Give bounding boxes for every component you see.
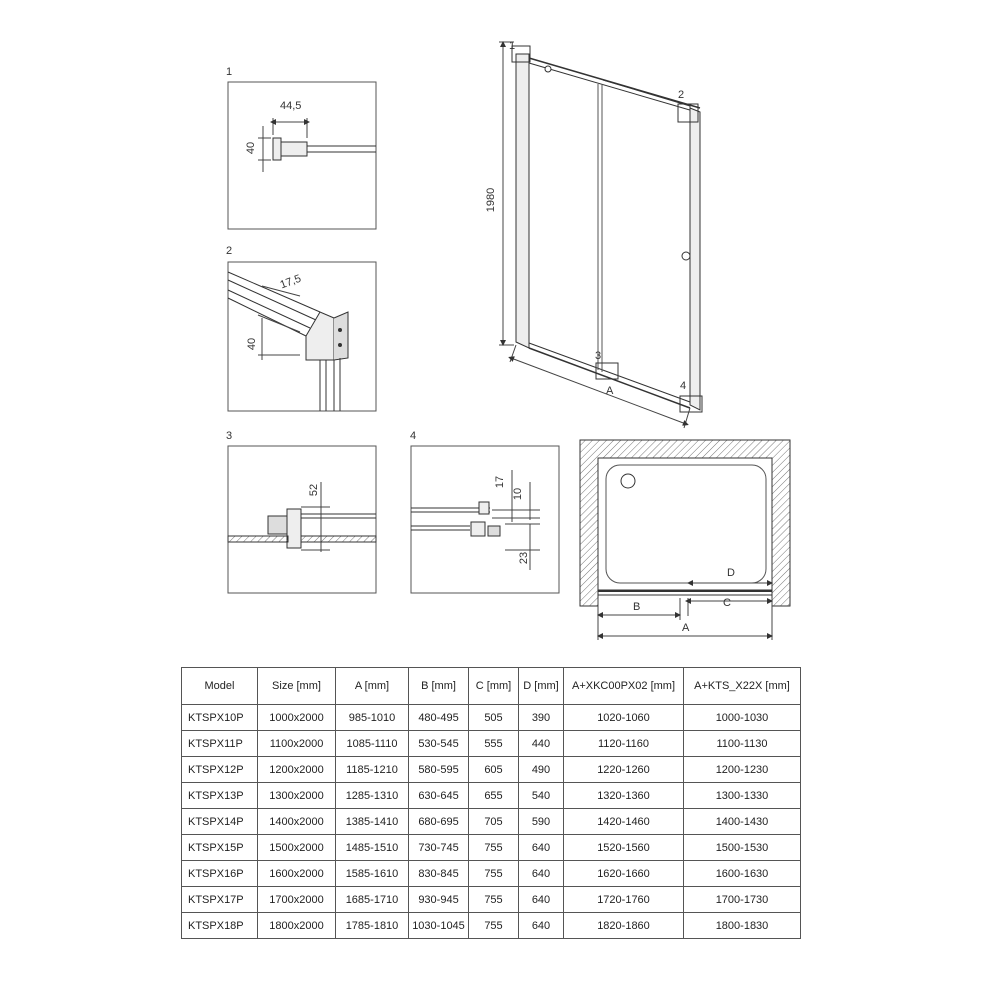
table-cell: 605	[469, 757, 519, 783]
detail-2	[228, 262, 376, 411]
table-cell: 1585-1610	[336, 861, 409, 887]
table-row	[182, 913, 801, 939]
table-cell: 1720-1760	[564, 887, 684, 913]
table-row	[182, 887, 801, 913]
table-cell: 1400-1430	[684, 809, 801, 835]
header-size: Size [mm]	[258, 668, 336, 705]
table-cell: 1500-1530	[684, 835, 801, 861]
table-cell: 1600-1630	[684, 861, 801, 887]
door-width-dim: A	[606, 385, 614, 397]
table-row	[182, 835, 801, 861]
plan-dim-a: A	[682, 622, 690, 634]
header-model: Model	[182, 668, 258, 705]
header-a-kts: A+KTS_X22X [mm]	[684, 668, 801, 705]
header-d: D [mm]	[519, 668, 564, 705]
table-cell: 1620-1660	[564, 861, 684, 887]
table-cell: KTSPX14P	[182, 809, 258, 835]
table-cell: 490	[519, 757, 564, 783]
table-row	[182, 861, 801, 887]
table-cell: 1520-1560	[564, 835, 684, 861]
detail-4-dim-b: 10	[512, 487, 525, 501]
detail-2-dim-a: 17,5	[278, 272, 303, 292]
table-cell: 755	[469, 913, 519, 939]
detail-4-label: 4	[410, 430, 417, 442]
header-a-xkc: A+XKC00PX02 [mm]	[564, 668, 684, 705]
table-cell: 1800x2000	[258, 913, 336, 939]
table-cell: 1120-1160	[564, 731, 684, 757]
plan-view	[580, 440, 790, 640]
detail-1-height-dim: 40	[245, 141, 258, 155]
table-cell: KTSPX10P	[182, 705, 258, 731]
table-header-row	[182, 668, 801, 705]
table-cell: 1685-1710	[336, 887, 409, 913]
detail-1-label: 1	[226, 66, 233, 78]
detail-3	[228, 446, 376, 593]
table-cell: KTSPX18P	[182, 913, 258, 939]
table-cell: 640	[519, 861, 564, 887]
door-height-dim: 1980	[485, 187, 498, 213]
table-cell: 655	[469, 783, 519, 809]
detail-2-label: 2	[226, 245, 233, 257]
table-cell: 1220-1260	[564, 757, 684, 783]
table-cell: 1785-1810	[336, 913, 409, 939]
table-cell: 580-595	[409, 757, 469, 783]
table-cell: 1820-1860	[564, 913, 684, 939]
table-cell: 1600x2000	[258, 861, 336, 887]
table-cell: 680-695	[409, 809, 469, 835]
table-cell: 1200x2000	[258, 757, 336, 783]
table-cell: 1300-1330	[684, 783, 801, 809]
table-cell: 640	[519, 887, 564, 913]
table-cell: 555	[469, 731, 519, 757]
table-cell: 1100-1130	[684, 731, 801, 757]
table-cell: 1300x2000	[258, 783, 336, 809]
table-cell: 440	[519, 731, 564, 757]
table-cell: 1385-1410	[336, 809, 409, 835]
table-cell: 1420-1460	[564, 809, 684, 835]
table-cell: 1100x2000	[258, 731, 336, 757]
table-cell: 1700-1730	[684, 887, 801, 913]
table-row	[182, 731, 801, 757]
table-cell: 1185-1210	[336, 757, 409, 783]
table-row	[182, 757, 801, 783]
table-cell: 1285-1310	[336, 783, 409, 809]
table-cell: 755	[469, 887, 519, 913]
table-cell: KTSPX13P	[182, 783, 258, 809]
plan-dim-b: B	[633, 601, 641, 613]
table-cell: 755	[469, 861, 519, 887]
detail-1-width-dim: 44,5	[280, 100, 302, 112]
table-cell: 630-645	[409, 783, 469, 809]
table-cell: 1000x2000	[258, 705, 336, 731]
table-row	[182, 705, 801, 731]
header-b: B [mm]	[409, 668, 469, 705]
table-cell: KTSPX11P	[182, 731, 258, 757]
table-cell: 540	[519, 783, 564, 809]
table-cell: 985-1010	[336, 705, 409, 731]
table-body	[182, 705, 801, 939]
table-cell: 1700x2000	[258, 887, 336, 913]
table-cell: 480-495	[409, 705, 469, 731]
detail-3-label: 3	[226, 430, 233, 442]
table-cell: 705	[469, 809, 519, 835]
detail-1	[228, 82, 376, 229]
table-cell: 1200-1230	[684, 757, 801, 783]
spec-table	[181, 667, 801, 939]
header-c: C [mm]	[469, 668, 519, 705]
table-cell: 830-845	[409, 861, 469, 887]
detail-3-dim-a: 52	[308, 483, 321, 497]
header-a: A [mm]	[336, 668, 409, 705]
table-cell: 1085-1110	[336, 731, 409, 757]
plan-dim-c: C	[723, 597, 731, 609]
table-cell: 505	[469, 705, 519, 731]
door-callout-1: 1	[509, 40, 516, 52]
table-cell: 930-945	[409, 887, 469, 913]
table-cell: 1800-1830	[684, 913, 801, 939]
table-cell: 1000-1030	[684, 705, 801, 731]
plan-dim-d: D	[727, 567, 735, 579]
table-cell: 730-745	[409, 835, 469, 861]
detail-4	[411, 446, 559, 593]
table-cell: 1320-1360	[564, 783, 684, 809]
table-cell: KTSPX16P	[182, 861, 258, 887]
table-cell: 640	[519, 913, 564, 939]
table-cell: 590	[519, 809, 564, 835]
door-callout-4: 4	[680, 380, 687, 392]
detail-4-dim-c: 23	[518, 551, 531, 565]
table-row	[182, 783, 801, 809]
table-row	[182, 809, 801, 835]
door-callout-3: 3	[595, 350, 602, 362]
table-cell: 530-545	[409, 731, 469, 757]
door-perspective	[499, 42, 702, 428]
table-cell: KTSPX12P	[182, 757, 258, 783]
table-cell: 1030-1045	[409, 913, 469, 939]
table-cell: 1500x2000	[258, 835, 336, 861]
table-cell: 1020-1060	[564, 705, 684, 731]
table-cell: 755	[469, 835, 519, 861]
table-cell: KTSPX15P	[182, 835, 258, 861]
table-cell: 1400x2000	[258, 809, 336, 835]
detail-2-dim-b: 40	[246, 337, 259, 351]
table-cell: 1485-1510	[336, 835, 409, 861]
detail-4-dim-a: 17	[494, 475, 507, 489]
table-cell: 640	[519, 835, 564, 861]
table-cell: KTSPX17P	[182, 887, 258, 913]
table-cell: 390	[519, 705, 564, 731]
door-callout-2: 2	[678, 89, 685, 101]
